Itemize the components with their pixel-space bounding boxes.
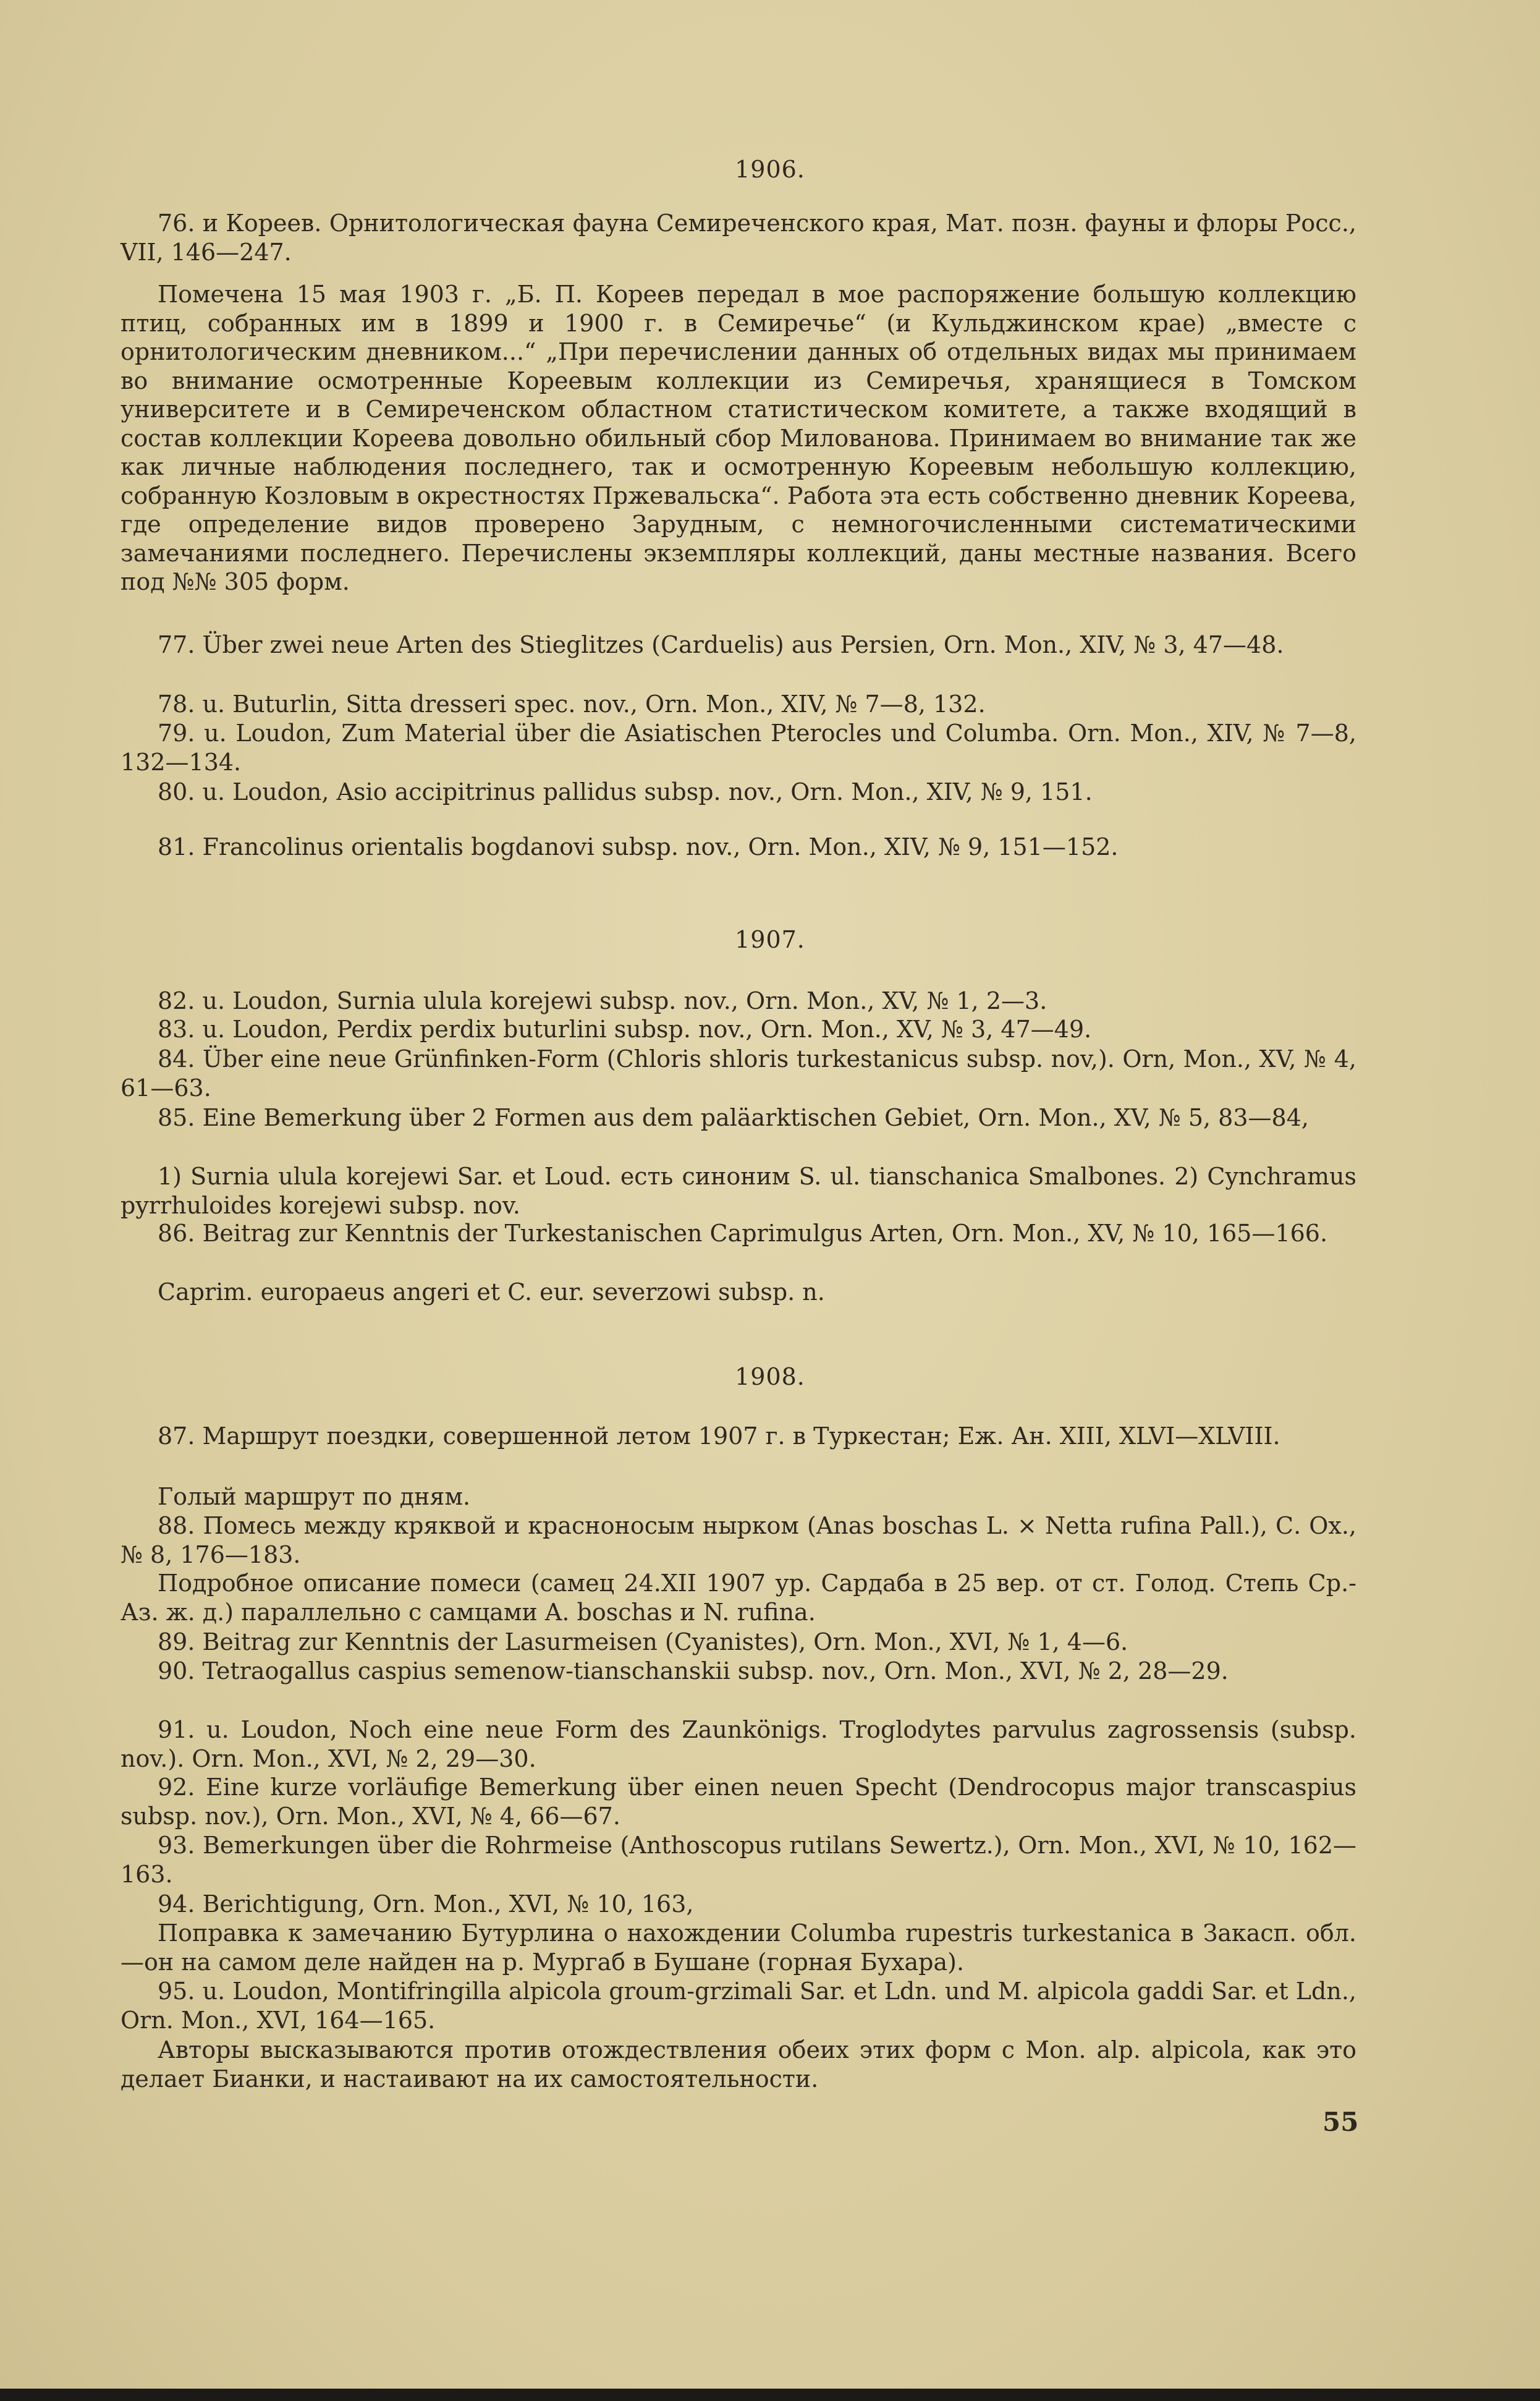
entry-84: 84. Über eine neue Grünfinken-Form (Chloris shloris turkestanicus subsp. nov,). Orn, Mon., XV, № 4, 61—63.	[121, 1045, 1356, 1102]
scan-edge	[0, 2389, 1540, 2401]
entry-79: 79. u. Loudon, Zum Material über die Asiatischen Pterocles und Columba. Orn. Mon., XIV, № 7—8, 132—134.	[121, 720, 1356, 776]
entry-95: 95. u. Loudon, Montifringilla alpicola groum-grzimali Sar. et Ldn. und M. alpicola gaddi Sar. et Ldn., Orn. Mon., XVI, 164—165.	[121, 1978, 1356, 2034]
entry-92: 92. Eine kurze vorläufige Bemerkung über einen neuen Specht (Dendrocopus major transcaspius subsp. nov.), Orn. Mon., XVI, № 4, 66—67.	[121, 1774, 1356, 1830]
entry-85: 85. Eine Bemerkung über 2 Formen aus dem paläarktischen Gebiet, Orn. Mon., XV, № 5, 83—84,	[158, 1104, 1309, 1131]
entry-87: 87. Маршрут поездки, совершенной летом 1907 г. в Туркестан; Еж. Ан. XIII, XLVI—XLVIII.	[158, 1422, 1280, 1450]
entry-91: 91. u. Loudon, Noch eine neue Form des Zaunkönigs. Troglodytes parvulus zagrossensis (subsp. nov.). Orn. Mon., XVI, № 2, 29—30.	[121, 1716, 1356, 1772]
entry-82: 82. u. Loudon, Surnia ulula korejewi subsp. nov., Orn. Mon., XV, № 1, 2—3.	[158, 987, 1047, 1014]
note-86: Caprim. europaeus angeri et C. eur. severzowi subsp. n.	[158, 1278, 825, 1306]
entry-90: 90. Tetraogallus caspius semenow-tianschanskii subsp. nov., Orn. Mon., XVI, № 2, 28—29.	[158, 1657, 1229, 1685]
entry-88: 88. Помесь между кряквой и красноносым нырком (Anas boschas L. × Netta rufina Pall.), С. Ох., № 8, 176—183.	[121, 1512, 1356, 1568]
note-94: Поправка к замечанию Бутурлина о нахождении Columba rupestris turkestanica в Закасп. обл.—он на самом деле найден на р. Мургаб в Бушане (горная Бухара).	[121, 1919, 1356, 1976]
entry-77: 77. Über zwei neue Arten des Stieglitzes (Carduelis) aus Persien, Orn. Mon., XIV, № 3, 47—48.	[158, 631, 1284, 658]
year-heading-1906: 1906.	[735, 156, 805, 183]
entry-76: 76. и Кореев. Орнитологическая фауна Семиреченского края, Мат. позн. фауны и флоры Росс., VII, 146—247.	[121, 210, 1356, 266]
entry-80: 80. u. Loudon, Asio accipitrinus pallidus subsp. nov., Orn. Mon., XIV, № 9, 151.	[158, 778, 1093, 805]
entry-94: 94. Berichtigung, Orn. Mon., XVI, № 10, 163,	[158, 1890, 694, 1918]
entry-86: 86. Beitrag zur Kenntnis der Turkestanischen Caprimulgus Arten, Orn. Mon., XV, № 10, 165—166.	[158, 1220, 1328, 1247]
year-heading-1907: 1907.	[735, 926, 805, 953]
note-95: Авторы высказываются против отождествления обеих этих форм с Mon. alp. alpicola, как это делает Бианки, и настаивают на их самостоятельности.	[121, 2036, 1356, 2093]
note-76: Помечена 15 мая 1903 г. „Б. П. Кореев передал в мое распоряжение большую коллекцию птиц, собранных им в 1899 и 1900 г. в Семиречье“ (и Кульджинском крае) „вместе с орнитологическим дневником...“ „При перечислении данных об отдельных видах мы принимаем во внимание осмотренные Кореевым коллекции из Семиречья, хранящиеся в Томском университете и в Семиреченском областном статистическом комитете, а также входящий в состав коллекции Кореева довольно обильный сбор Милованова. Принимаем во внимание так же как личные наблюдения последнего, так и осмотренную Кореевым небольшую коллекцию, собранную Козловым в окрестностях Пржевальска“. Работа эта есть собственно дневник Кореева, где определение видов проверено Зарудным, с немногочисленными систематическими замечаниями последнего. Перечислены экземпляры коллекций, даны местные названия. Всего под №№ 305 форм.	[121, 281, 1356, 595]
entry-89: 89. Beitrag zur Kenntnis der Lasurmeisen (Cyanistes), Orn. Mon., XVI, № 1, 4—6.	[158, 1628, 1128, 1655]
year-heading-1908: 1908.	[735, 1363, 805, 1390]
page-number: 55	[1322, 2107, 1359, 2137]
entry-81: 81. Francolinus orientalis bogdanovi subsp. nov., Orn. Mon., XIV, № 9, 151—152.	[158, 833, 1119, 861]
note-88: Подробное описание помеси (самец 24.XII 1907 ур. Сардаба в 25 вер. от ст. Голод. Степь Ср.-Аз. ж. д.) параллельно с самцами A. boschas и N. rufina.	[121, 1570, 1356, 1626]
entry-83: 83. u. Loudon, Perdix perdix buturlini subsp. nov., Orn. Mon., XV, № 3, 47—49.	[158, 1016, 1092, 1043]
entry-78: 78. u. Buturlin, Sitta dresseri spec. nov., Orn. Mon., XIV, № 7—8, 132.	[158, 691, 986, 718]
note-87: Голый маршрут по дням.	[158, 1483, 471, 1510]
note-85: 1) Surnia ulula korejewi Sar. et Loud. есть синоним S. ul. tianschanica Smalbones. 2) Cynchramus pyrrhuloides korejewi subsp. nov.	[121, 1163, 1356, 1219]
entry-93: 93. Bemerkungen über die Rohrmeise (Anthoscopus rutilans Sewertz.), Orn. Mon., XVI, № 10, 162—163.	[121, 1832, 1356, 1888]
